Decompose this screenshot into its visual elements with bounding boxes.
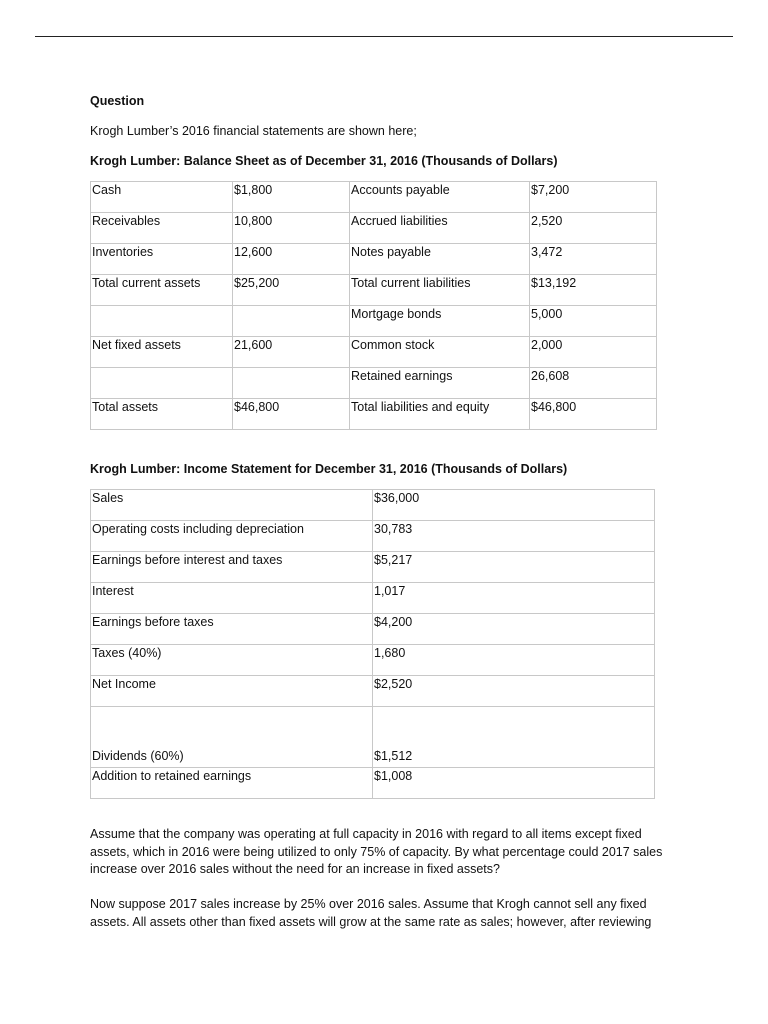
question-heading: Question: [90, 94, 145, 108]
line-item-value: $1,008: [373, 768, 655, 799]
line-item-label: Earnings before taxes: [91, 614, 373, 645]
liability-label: Accrued liabilities: [350, 213, 530, 244]
asset-value: [233, 368, 350, 399]
asset-value: 21,600: [233, 337, 350, 368]
asset-label: Net fixed assets: [91, 337, 233, 368]
line-item-value: 1,017: [373, 583, 655, 614]
asset-label: Inventories: [91, 244, 233, 275]
table-row: [91, 676, 655, 707]
line-item-value: $5,217: [373, 552, 655, 583]
header-rule: [35, 36, 733, 37]
liability-label: Total current liabilities: [350, 275, 530, 306]
liability-value: $7,200: [530, 182, 657, 213]
asset-value: $1,800: [233, 182, 350, 213]
table-row: [91, 614, 655, 645]
asset-label: Receivables: [91, 213, 233, 244]
income-statement-title: Krogh Lumber: Income Statement for December 31, 2016 (Thousands of Dollars): [90, 462, 568, 476]
intro-text: Krogh Lumber’s 2016 financial statements are shown here;: [90, 124, 417, 138]
liability-label: Common stock: [350, 337, 530, 368]
line-item-label: Interest: [91, 583, 373, 614]
table-row: [91, 490, 655, 521]
line-item-label: Earnings before interest and taxes: [91, 552, 373, 583]
asset-label: [91, 368, 233, 399]
line-item-label-text: Dividends (60%): [92, 749, 184, 763]
income-statement-table: [90, 489, 655, 799]
liability-label: Mortgage bonds: [350, 306, 530, 337]
liability-label: Notes payable: [350, 244, 530, 275]
table-row: [91, 275, 657, 306]
table-row: [91, 182, 657, 213]
table-row: [91, 213, 657, 244]
asset-value: [233, 306, 350, 337]
table-row: [91, 645, 655, 676]
asset-value: $25,200: [233, 275, 350, 306]
table-row: [91, 244, 657, 275]
liability-value: 3,472: [530, 244, 657, 275]
liability-value: $46,800: [530, 399, 657, 430]
asset-label: Total current assets: [91, 275, 233, 306]
liability-value: 26,608: [530, 368, 657, 399]
line-item-value: 30,783: [373, 521, 655, 552]
line-item-label: [91, 707, 373, 768]
line-item-value: $36,000: [373, 490, 655, 521]
liability-label: Retained earnings: [350, 368, 530, 399]
asset-label: Total assets: [91, 399, 233, 430]
line-item-label: Sales: [91, 490, 373, 521]
line-item-value: [373, 707, 655, 768]
balance-sheet-title: Krogh Lumber: Balance Sheet as of December 31, 2016 (Thousands of Dollars): [90, 154, 558, 168]
line-item-label: Taxes (40%): [91, 645, 373, 676]
liability-label: Total liabilities and equity: [350, 399, 530, 430]
asset-label: Cash: [91, 182, 233, 213]
line-item-value: 1,680: [373, 645, 655, 676]
balance-sheet-table: [90, 181, 657, 430]
table-row: [91, 399, 657, 430]
table-row: [91, 768, 655, 799]
question-paragraph-2: [90, 896, 680, 931]
paragraph-text: Assume that the company was operating at full capacity in 2016 with regard to all items except fixed assets, which in 2016 were being utilized to only 75% of capacity. By what percentage could 2017 sales increase over 2016 sales without the need for an increase in fixed assets?: [90, 827, 663, 876]
table-row: [91, 337, 657, 368]
table-row: [91, 306, 657, 337]
line-item-label: Addition to retained earnings: [91, 768, 373, 799]
liability-value: 5,000: [530, 306, 657, 337]
table-row: [91, 521, 655, 552]
line-item-value: $2,520: [373, 676, 655, 707]
question-paragraph-1: [90, 826, 680, 879]
asset-value: 10,800: [233, 213, 350, 244]
line-item-value: $4,200: [373, 614, 655, 645]
line-item-label: Operating costs including depreciation: [91, 521, 373, 552]
table-row: [91, 707, 655, 768]
table-row: [91, 552, 655, 583]
asset-value: 12,600: [233, 244, 350, 275]
liability-value: 2,000: [530, 337, 657, 368]
table-row: [91, 368, 657, 399]
table-row: [91, 583, 655, 614]
liability-label: Accounts payable: [350, 182, 530, 213]
line-item-value-text: $1,512: [374, 749, 413, 763]
asset-label: [91, 306, 233, 337]
liability-value: $13,192: [530, 275, 657, 306]
paragraph-text: Now suppose 2017 sales increase by 25% over 2016 sales. Assume that Krogh cannot sell any fixed assets. All assets other than fixed assets will grow at the same rate as sales; however, after reviewing: [90, 897, 652, 929]
asset-value: $46,800: [233, 399, 350, 430]
liability-value: 2,520: [530, 213, 657, 244]
line-item-label: Net Income: [91, 676, 373, 707]
